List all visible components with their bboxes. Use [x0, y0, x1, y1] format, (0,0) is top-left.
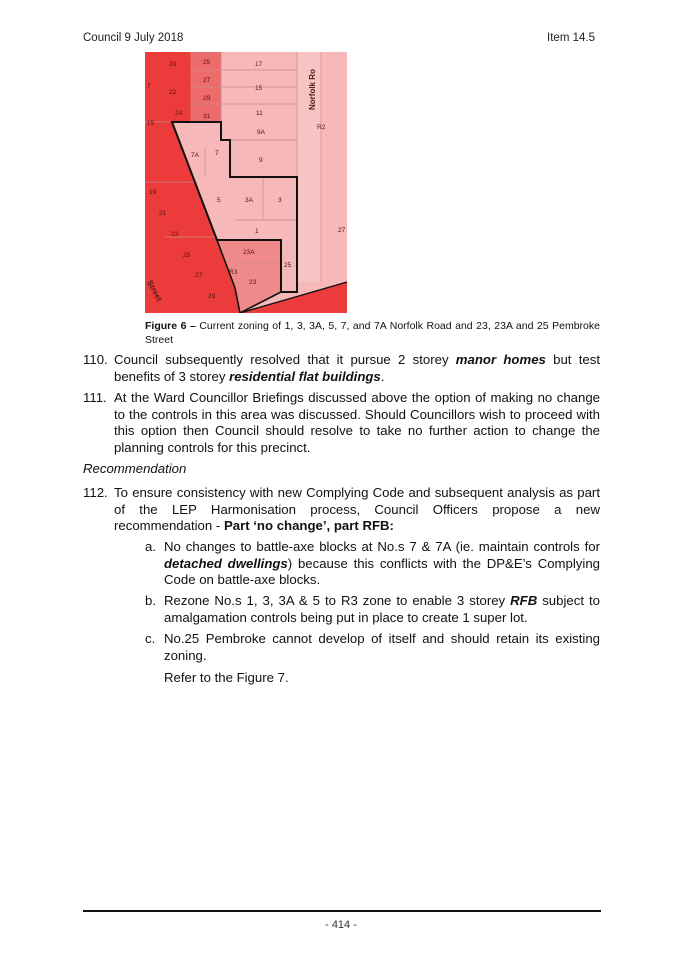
- lot-label: 15: [147, 120, 155, 127]
- subitem-b: [145, 593, 600, 626]
- subitem-c: [145, 631, 600, 664]
- street-label-pembroke: Street: [145, 278, 164, 303]
- emphasis-rfb: residential flat buildings: [229, 368, 381, 384]
- refer-to-figure: Refer to the Figure 7.: [164, 670, 289, 685]
- lot-label: 25: [183, 252, 191, 259]
- subitem-text: ) because this conflicts with the DP&E’s Complying Code on battle-axe blocks.: [164, 555, 600, 587]
- subitem-text: subject to amalgamation controls being put in place to create 1 super lot.: [164, 593, 600, 625]
- header-item-number: Item 14.5: [547, 32, 595, 44]
- subitem-text: Rezone No.s 1, 3, 3A & 5 to R3 zone to enable 3 storey: [164, 593, 511, 608]
- lot-label: 23: [249, 279, 257, 286]
- paragraph-number: 112.: [83, 485, 108, 500]
- street-label-norfolk: Norfolk Ro: [308, 69, 317, 110]
- header-meeting-date: Council 9 July 2018: [83, 32, 184, 44]
- paragraph-110: [83, 352, 600, 385]
- footer-divider: [83, 910, 601, 912]
- paragraph-number: 110.: [83, 352, 108, 367]
- figure-caption-label: Figure 6 –: [145, 320, 196, 332]
- paragraph-text: .: [380, 368, 385, 384]
- zone-label: R2: [317, 124, 326, 131]
- subitem-text: No changes to battle-axe blocks at No.s 7 & 7A (ie. maintain controls for: [164, 539, 600, 554]
- paragraph-111: [83, 390, 600, 456]
- lot-label: 29: [208, 293, 216, 300]
- lot-label: 25: [284, 262, 292, 269]
- lot-label: 31: [203, 113, 211, 120]
- zone-label: R3: [229, 269, 238, 276]
- figure-caption: [145, 319, 600, 347]
- lot-label: 17: [255, 61, 263, 68]
- subitem-letter: b.: [145, 593, 156, 608]
- subitem-text: No.25 Pembroke cannot develop of itself and should retain its existing zoning.: [164, 631, 600, 663]
- subitem-a: [145, 539, 600, 589]
- page-number: - 414 -: [325, 919, 357, 931]
- lot-label: 7: [147, 83, 151, 90]
- lot-label: 24: [175, 110, 183, 117]
- lot-label: 27: [195, 272, 203, 279]
- recommendation-heading: Recommendation: [83, 461, 187, 476]
- lot-label: 9: [259, 157, 263, 164]
- emphasis-rfb-short: RFB: [510, 593, 538, 608]
- lot-label: 1: [255, 228, 259, 235]
- lot-label: 23: [171, 231, 179, 238]
- lot-label: 19: [149, 189, 157, 196]
- emphasis-manor-homes: manor homes: [455, 352, 546, 367]
- paragraph-text: but test benefits of 3 storey: [114, 352, 600, 384]
- lot-label: 29: [203, 95, 211, 102]
- lot-label: 7: [215, 150, 219, 157]
- lot-label: 23A: [243, 249, 255, 256]
- paragraph-text: Council subsequently resolved that it pursue 2 storey: [114, 352, 456, 367]
- lot-label: 9A: [257, 129, 265, 136]
- lot-label: 27: [338, 227, 346, 234]
- lot-label: 25: [203, 59, 211, 66]
- paragraph-text: To ensure consistency with new Complying Code and subsequent analysis as part of the LEP Harmonisation process, Council Officers propose a new recommendation -: [114, 485, 600, 533]
- lot-label: 5: [217, 197, 221, 204]
- paragraph-112: [83, 485, 600, 535]
- lot-label: 11: [256, 110, 263, 117]
- lot-label: 20: [169, 61, 177, 68]
- lot-label: 27: [203, 77, 211, 84]
- lot-label: 3: [278, 197, 282, 204]
- lot-label: 22: [169, 89, 177, 96]
- lot-label: 3A: [245, 197, 253, 204]
- lot-label: 15: [255, 85, 263, 92]
- subitem-letter: a.: [145, 539, 156, 554]
- figure-caption-text: Current zoning of 1, 3, 3A, 5, 7, and 7A Norfolk Road and 23, 23A and 25 Pembroke Street: [145, 320, 600, 346]
- lot-label: 7A: [191, 152, 199, 159]
- lot-label: 21: [159, 210, 167, 217]
- subitem-letter: c.: [145, 631, 156, 646]
- zoning-map-figure: [145, 52, 347, 313]
- emphasis-detached-dwellings: detached dwellings: [164, 555, 288, 571]
- zoning-map: [145, 52, 347, 313]
- paragraph-text: At the Ward Councillor Briefings discussed above the option of making no change to the controls in this area was discussed. Should Councillors wish to proceed with this option then Council should resolve to take no further action to change the planning controls for this precinct.: [114, 390, 600, 455]
- paragraph-number: 111.: [83, 390, 107, 405]
- emphasis-recommendation: Part ‘no change’, part RFB:: [223, 518, 394, 533]
